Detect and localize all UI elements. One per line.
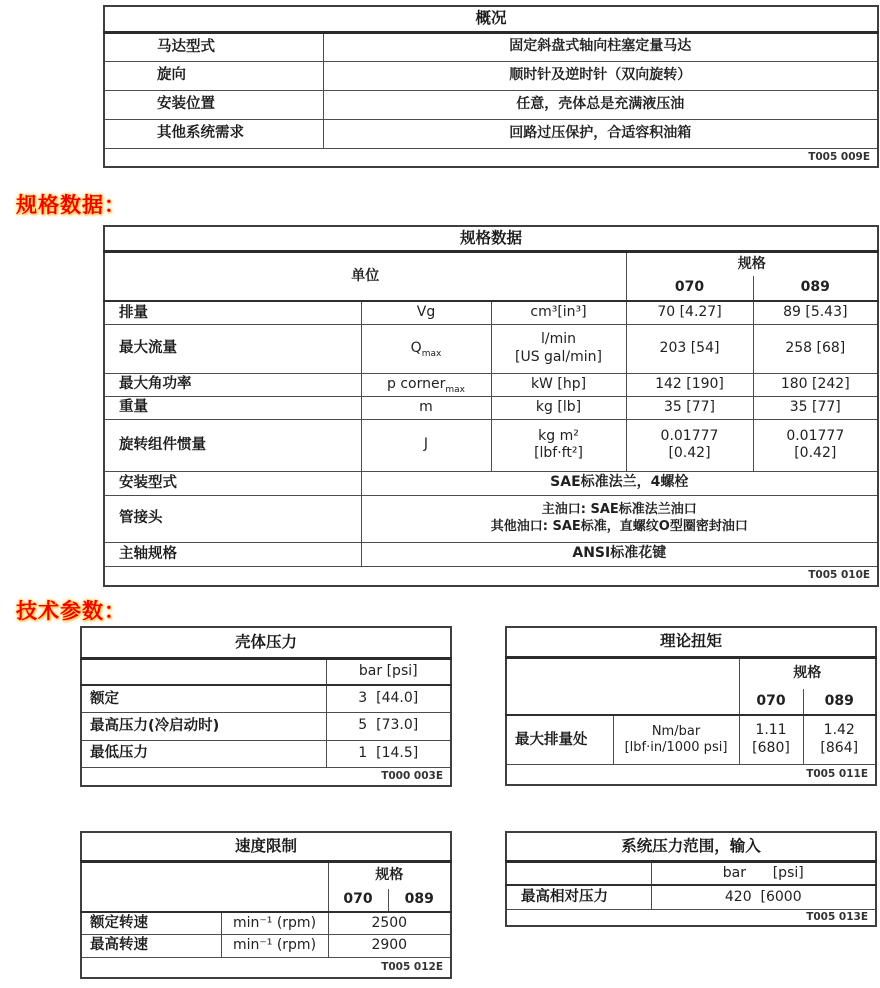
row-value: 420 [6000 bbox=[651, 885, 876, 909]
value-070-cell bbox=[626, 419, 753, 471]
value-line2: [864] bbox=[820, 739, 859, 756]
table-code: T005 011E bbox=[506, 764, 876, 785]
row-label: 最高转速 bbox=[81, 934, 221, 957]
table-row bbox=[104, 301, 878, 324]
unit-line1: l/min bbox=[540, 331, 576, 347]
unit-line2: [lbf·ft²] bbox=[534, 445, 583, 461]
unit-cell: min⁻¹ (rpm) bbox=[221, 912, 328, 934]
symbol-cell bbox=[361, 324, 491, 373]
value-line2: [0.42] bbox=[794, 445, 837, 461]
symbol-subscript: max bbox=[421, 348, 442, 359]
table-row bbox=[81, 832, 451, 861]
blank-cell bbox=[506, 657, 739, 715]
symbol-text: p corner bbox=[387, 375, 446, 392]
unit-header: bar [psi] bbox=[651, 861, 876, 885]
table-row bbox=[81, 740, 451, 767]
value-070-cell: 35 [77] bbox=[626, 396, 753, 419]
table-row bbox=[104, 251, 878, 276]
table-row bbox=[506, 715, 876, 764]
case-pressure-table bbox=[80, 626, 452, 787]
value-line2: [0.42] bbox=[668, 445, 711, 461]
value-089-cell: 35 [77] bbox=[753, 396, 878, 419]
spec-row-label: 旋转组件惯量 bbox=[104, 419, 361, 471]
model-089-header: 089 bbox=[803, 689, 876, 715]
spec-row-label: 安装型式 bbox=[104, 471, 361, 495]
value-line2: [680] bbox=[752, 739, 790, 756]
value-089-cell bbox=[753, 419, 878, 471]
unit-line1: kg m² bbox=[538, 427, 579, 444]
overview-row-value: 回路过压保护，合适容积油箱 bbox=[323, 119, 878, 148]
overview-title: 概况 bbox=[104, 6, 878, 32]
system-pressure-title: 系统压力范围，输入 bbox=[506, 832, 876, 861]
system-pressure-table bbox=[505, 831, 877, 927]
table-row bbox=[104, 32, 878, 61]
unit-line2: [lbf·in/1000 psi] bbox=[624, 739, 728, 755]
table-row bbox=[104, 148, 878, 167]
torque-title: 理论扭矩 bbox=[506, 627, 876, 657]
table-code: T005 010E bbox=[104, 566, 878, 586]
table-row bbox=[104, 495, 878, 542]
speed-table bbox=[80, 831, 452, 979]
table-row bbox=[506, 909, 876, 926]
unit-cell: kW [hp] bbox=[491, 373, 626, 396]
overview-row-value: 固定斜盘式轴向柱塞定量马达 bbox=[323, 32, 878, 61]
symbol-text: J bbox=[423, 436, 429, 453]
spec-row-value: ANSI标准花键 bbox=[361, 542, 878, 566]
row-label: 额定 bbox=[81, 685, 326, 712]
row-label: 最高压力(冷启动时) bbox=[81, 712, 326, 740]
unit-cell bbox=[613, 715, 739, 764]
spec-row-label: 最大角功率 bbox=[104, 373, 361, 396]
spec-table bbox=[103, 225, 879, 587]
symbol-cell bbox=[361, 396, 491, 419]
table-row bbox=[81, 658, 451, 685]
value-070-cell bbox=[739, 715, 803, 764]
table-row bbox=[81, 861, 451, 889]
spec-row-value bbox=[361, 495, 878, 542]
overview-row-value: 顺时针及逆时针（双向旋转） bbox=[323, 61, 878, 90]
value-089-cell bbox=[803, 715, 876, 764]
value-line1: 1.11 bbox=[755, 722, 787, 739]
table-row bbox=[104, 471, 878, 495]
value-089-cell: 180 [242] bbox=[753, 373, 878, 396]
table-row bbox=[506, 764, 876, 785]
table-row bbox=[104, 566, 878, 586]
spec-header: 规格 bbox=[626, 251, 878, 276]
torque-table bbox=[505, 626, 877, 786]
table-row bbox=[104, 226, 878, 251]
model-070-header: 070 bbox=[626, 276, 753, 301]
spec-row-label: 最大流量 bbox=[104, 324, 361, 373]
blank-cell bbox=[81, 658, 326, 685]
symbol-cell bbox=[361, 419, 491, 471]
section-heading-spec: 规格数据： bbox=[16, 193, 126, 217]
spec-row-label: 重量 bbox=[104, 396, 361, 419]
row-label: 最高相对压力 bbox=[506, 885, 651, 909]
row-label: 最大排量处 bbox=[506, 715, 613, 764]
table-row bbox=[506, 885, 876, 909]
overview-row-label: 旋向 bbox=[104, 61, 323, 90]
table-row bbox=[81, 685, 451, 712]
overview-row-label: 其他系统需求 bbox=[104, 119, 323, 148]
symbol-cell bbox=[361, 301, 491, 324]
case-pressure-title: 壳体压力 bbox=[81, 627, 451, 658]
table-row bbox=[104, 373, 878, 396]
unit-line1: Nm/bar bbox=[651, 723, 701, 739]
spec-title: 规格数据 bbox=[104, 226, 878, 251]
value-089-cell: 89 [5.43] bbox=[753, 301, 878, 324]
spec-header: 规格 bbox=[328, 861, 451, 889]
unit-cell: kg [lb] bbox=[491, 396, 626, 419]
value-line1: 1.42 bbox=[823, 722, 855, 739]
blank-cell bbox=[506, 861, 651, 885]
table-row bbox=[506, 861, 876, 885]
table-code: T000 003E bbox=[81, 767, 451, 786]
value-line1: 主油口: SAE标准法兰油口 bbox=[541, 502, 697, 518]
overview-row-value: 任意，壳体总是充满液压油 bbox=[323, 90, 878, 119]
unit-cell bbox=[491, 419, 626, 471]
blank-cell bbox=[81, 861, 328, 912]
model-070-header: 070 bbox=[328, 889, 388, 912]
symbol-text: m bbox=[419, 398, 433, 415]
spec-row-label: 管接头 bbox=[104, 495, 361, 542]
speed-title: 速度限制 bbox=[81, 832, 451, 861]
table-row bbox=[104, 419, 878, 471]
table-row bbox=[506, 832, 876, 861]
row-label: 最低压力 bbox=[81, 740, 326, 767]
table-row bbox=[81, 712, 451, 740]
value-line1: 0.01777 bbox=[660, 427, 719, 444]
table-row bbox=[81, 627, 451, 658]
table-row bbox=[104, 6, 878, 32]
table-row bbox=[81, 934, 451, 957]
unit-header: bar [psi] bbox=[326, 658, 451, 685]
table-row bbox=[506, 627, 876, 657]
table-row bbox=[104, 396, 878, 419]
symbol-text: Vg bbox=[416, 304, 436, 320]
spec-row-label: 排量 bbox=[104, 301, 361, 324]
model-089-header: 089 bbox=[753, 276, 878, 301]
value-line2: 其他油口: SAE标准，直螺纹O型圈密封油口 bbox=[490, 518, 748, 534]
value-070-cell: 203 [54] bbox=[626, 324, 753, 373]
table-row bbox=[104, 324, 878, 373]
symbol-text: Q bbox=[410, 339, 422, 356]
unit-cell bbox=[491, 324, 626, 373]
table-row bbox=[104, 61, 878, 90]
table-code: T005 013E bbox=[506, 909, 876, 926]
row-value: 5 [73.0] bbox=[326, 712, 451, 740]
symbol-cell bbox=[361, 373, 491, 396]
unit-cell: min⁻¹ (rpm) bbox=[221, 934, 328, 957]
row-label: 额定转速 bbox=[81, 912, 221, 934]
row-value: 2900 bbox=[328, 934, 451, 957]
table-code: T005 009E bbox=[104, 148, 878, 167]
model-089-header: 089 bbox=[388, 889, 451, 912]
table-row bbox=[81, 912, 451, 934]
symbol-subscript: max bbox=[445, 384, 465, 395]
unit-header: 单位 bbox=[104, 251, 626, 301]
table-row bbox=[506, 657, 876, 689]
model-070-header: 070 bbox=[739, 689, 803, 715]
unit-cell: cm³[in³] bbox=[491, 301, 626, 324]
overview-row-label: 安装位置 bbox=[104, 90, 323, 119]
value-089-cell: 258 [68] bbox=[753, 324, 878, 373]
table-row bbox=[81, 767, 451, 786]
overview-row-label: 马达型式 bbox=[104, 32, 323, 61]
unit-line2: [US gal/min] bbox=[515, 348, 602, 365]
row-value: 1 [14.5] bbox=[326, 740, 451, 767]
row-value: 3 [44.0] bbox=[326, 685, 451, 712]
overview-table bbox=[103, 5, 879, 168]
value-line1: 0.01777 bbox=[786, 427, 845, 444]
spec-header: 规格 bbox=[739, 657, 876, 689]
section-heading-tech: 技术参数： bbox=[16, 599, 126, 623]
spec-row-value: SAE标准法兰，4螺栓 bbox=[361, 471, 878, 495]
table-row bbox=[104, 90, 878, 119]
row-value: 2500 bbox=[328, 912, 451, 934]
table-row bbox=[104, 542, 878, 566]
value-070-cell: 142 [190] bbox=[626, 373, 753, 396]
table-row bbox=[81, 957, 451, 978]
table-code: T005 012E bbox=[81, 957, 451, 978]
value-070-cell: 70 [4.27] bbox=[626, 301, 753, 324]
spec-row-label: 主轴规格 bbox=[104, 542, 361, 566]
table-row bbox=[104, 119, 878, 148]
